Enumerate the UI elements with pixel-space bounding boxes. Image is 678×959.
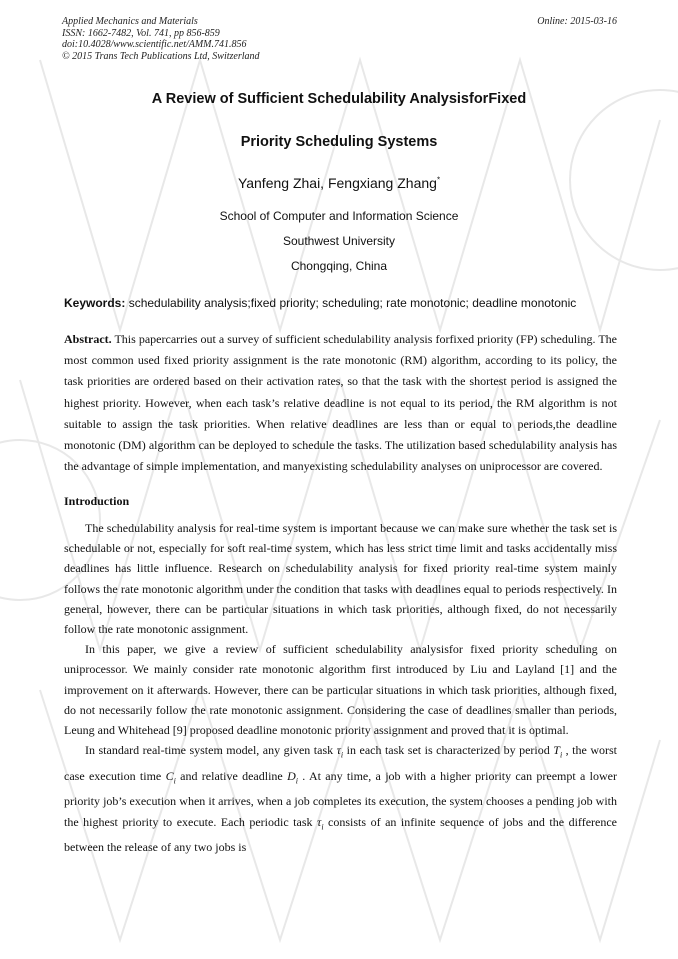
tau-glyph: τ xyxy=(317,814,322,829)
corresponding-author-mark: * xyxy=(436,175,441,185)
keywords-label: Keywords: xyxy=(64,296,126,310)
subscript-i: i xyxy=(173,776,176,786)
online-date: Online: 2015-03-16 xyxy=(537,16,617,27)
abstract xyxy=(64,329,617,477)
keywords-text: schedulability analysis;fixed priority; scheduling; rate monotonic; deadline monotonic xyxy=(125,296,577,310)
p3-text-b: in each task set is characterized by period xyxy=(343,743,554,758)
introduction-body xyxy=(64,518,617,857)
paper-title-line-1: A Review of Sufficient Schedulability AnalysisforFixed xyxy=(151,91,527,107)
tau-glyph: τ xyxy=(336,743,341,758)
c-glyph: C xyxy=(165,768,174,783)
affiliation-line-1: School of Computer and Information Science xyxy=(219,209,459,223)
copyright-line: © 2015 Trans Tech Publications Ltd, Switzerland xyxy=(62,50,260,62)
p3-text-f: consists of an infinite sequence of jobs and the difference between the release of any two jobs is xyxy=(64,814,618,855)
paragraph-3 xyxy=(64,740,617,857)
paper-title-line-2: Priority Scheduling Systems xyxy=(240,134,438,150)
keywords xyxy=(64,296,620,310)
issn-line: ISSN: 1662-7482, Vol. 741, pp 856-859 xyxy=(62,27,220,39)
p3-text-a: In standard real-time system model, any given task xyxy=(85,743,337,758)
affiliation-line-2: Southwest University xyxy=(282,234,396,248)
p3-text-e: . At any time, a job with a higher priority can preempt a lower priority job’s execution when it arrives, when a job completes its execution, the system chooses a pending job with the highest priority to execute. Each periodic task xyxy=(64,768,617,829)
journal-name: Applied Mechanics and Materials xyxy=(62,16,198,27)
abstract-text: This papercarries out a survey of sufficient schedulability analysis forfixed priority (FP) scheduling. The most common used fixed priority assignment is the rate monotonic (RM) algorithm, according to its policy, the task priorities are ordered based on their activation rates, so that the task with the shortest period is assigned the highest priority. However, when each task’s relative deadline is not equal to its period, the RM algorithm is not suitable to assign the task priorities. When relative deadlines are less than or equal to periods,the deadline monotonic (DM) algorithm can be deployed to schedule the tasks. The utilization based schedulability analysis has the advantage of simple implementation, and manyexisting schedulability analyses on uniprocessor are covered. xyxy=(64,332,617,474)
journal-header xyxy=(62,16,617,62)
subscript-i: i xyxy=(321,822,324,832)
paragraph-1: The schedulability analysis for real-time system is important because we can make sure whether the task set is schedulable or not, especially for soft real-time system, which has less strict time limit and tasks accidentally miss deadlines has little influence. Research on schedulability analysis for fixed priority real-time system mainly follows the rate monotonic algorithm under the condition that tasks with deadlines equal to periods respectively. In general, however, there can be particular situations in which task priorities, although fixed, do not necessarily follow the rate monotonic assignment. xyxy=(64,521,617,637)
affiliation-line-3: Chongqing, China xyxy=(290,259,388,273)
execution-time-symbol xyxy=(165,768,176,786)
subscript-i: i xyxy=(340,750,344,760)
t-glyph: T xyxy=(553,743,560,758)
deadline-symbol xyxy=(287,768,298,786)
paragraph-2: In this paper, we give a review of sufficient schedulability analysisfor fixed priority scheduling on uniprocessor. We mainly consider rate monotonic algorithm first introduced by Liu and Layland [1] and the improvement on it afterwards. However, there can be particular situations in which task priorities, although fixed, do not necessarily follow the rate monotonic assignment. Considering the case of deadlines smaller than periods, Leung and Whitehead [9] proposed deadline monotonic priority assignment and proved that it is optimal. xyxy=(64,642,617,738)
abstract-label: Abstract. xyxy=(64,332,112,346)
d-glyph: D xyxy=(287,768,296,783)
p3-text-c: , the worst case execution time xyxy=(64,743,618,783)
section-heading-introduction: Introduction xyxy=(64,494,130,508)
author-names: Yanfeng Zhai, Fengxiang Zhang xyxy=(237,175,437,191)
subscript-i: i xyxy=(559,750,563,760)
doi-line: doi:10.4028/www.scientific.net/AMM.741.856 xyxy=(62,39,247,50)
author-list xyxy=(40,175,638,191)
p3-text-d: and relative deadline xyxy=(175,768,288,783)
period-symbol xyxy=(553,743,563,760)
subscript-i: i xyxy=(295,776,298,786)
